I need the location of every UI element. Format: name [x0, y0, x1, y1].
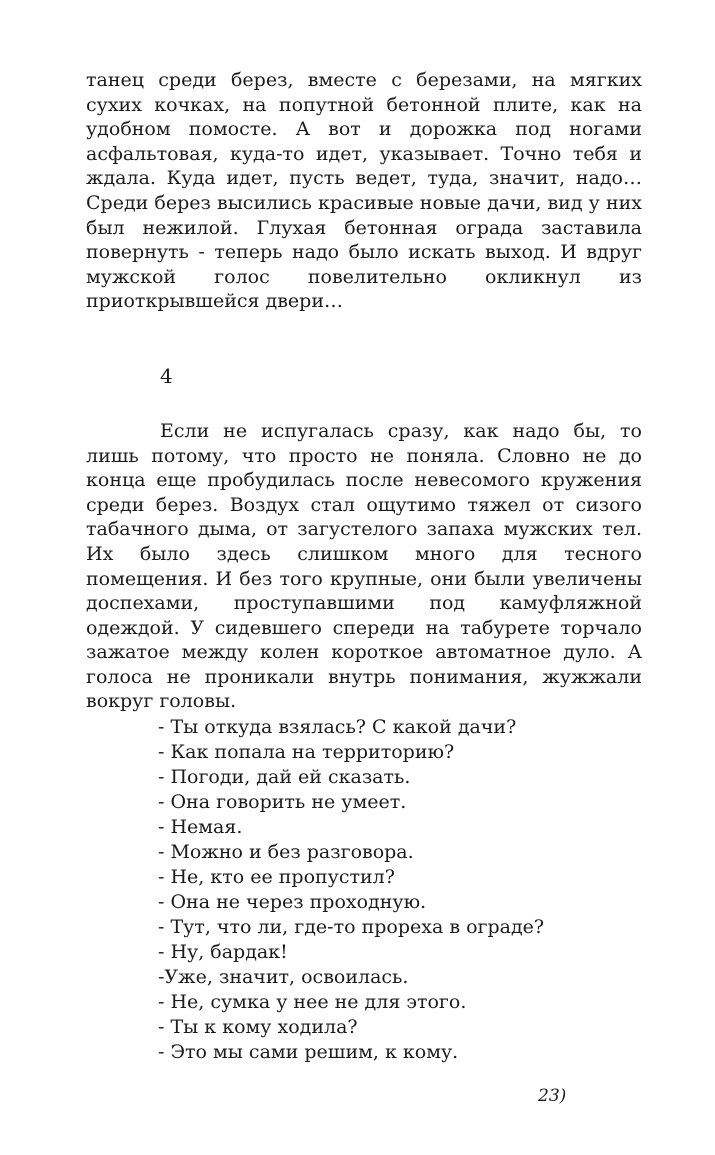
paragraph-chapter-start: Если не испугалась сразу, как надо бы, то лишь потому, что просто не поняла. Словно не до конца еще пробудилась после невесомого кружения среди берез. Воздух стал ощутимо тяжел от сизого табачного дыма, от загустелого запаха мужских тел. Их было здесь слишком много для тесного помещения. И без того крупные, они были увеличены доспехами, проступавшими под камуфляжной одеждой. У сидевшего спереди на табурете торчало зажатое между колен короткое автоматное дуло. А голоса не проникали внутрь понимания, жужжали вокруг головы. — [86, 419, 642, 713]
dialogue-line: - Ты к кому ходила? — [158, 1016, 358, 1039]
dialogue-line: - Как попала на территорию? — [158, 741, 455, 764]
dialogue-line: - Она не через проходную. — [158, 891, 427, 914]
dialogue-line: - Ну, бардак! — [158, 941, 288, 964]
dialogue-list — [86, 715, 642, 1065]
dialogue-line: - Погоди, дай ей сказать. — [158, 766, 411, 789]
dialogue-line: -Уже, значит, освоилась. — [158, 966, 409, 989]
dialogue-line: - Ты откуда взялась? С какой дачи? — [158, 716, 517, 739]
chapter-number: 4 — [160, 363, 173, 388]
paragraph-continued: танец среди берез, вместе с березами, на мягких сухих кочках, на попутной бетонной плите, как на удобном помосте. А вот и дорожка под ногами асфальтовая, куда-то идет, указывает. Точно тебя и ждала. Куда идет, пусть ведет, туда, значит, надо… Среди берез высились красивые новые дачи, вид у них был нежилой. Глухая бетонная ограда заставила повернуть - теперь надо было искать выход. И вдруг мужской голос повелительно окликнул из приоткрывшейся двери… — [86, 69, 642, 313]
page-number: 23) — [538, 1086, 567, 1106]
dialogue-line: - Не, кто ее пропустил? — [158, 866, 395, 889]
dialogue-line: - Не, сумка у нее не для этого. — [158, 991, 467, 1014]
dialogue-line: - Можно и без разговора. — [158, 841, 414, 864]
dialogue-line: - Она говорить не умеет. — [158, 791, 407, 814]
dialogue-line: - Немая. — [158, 816, 243, 839]
book-page — [86, 68, 642, 1065]
dialogue-line: - Это мы сами решим, к кому. — [158, 1041, 459, 1064]
dialogue-line: - Тут, что ли, где-то прореха в ограде? — [158, 916, 545, 939]
